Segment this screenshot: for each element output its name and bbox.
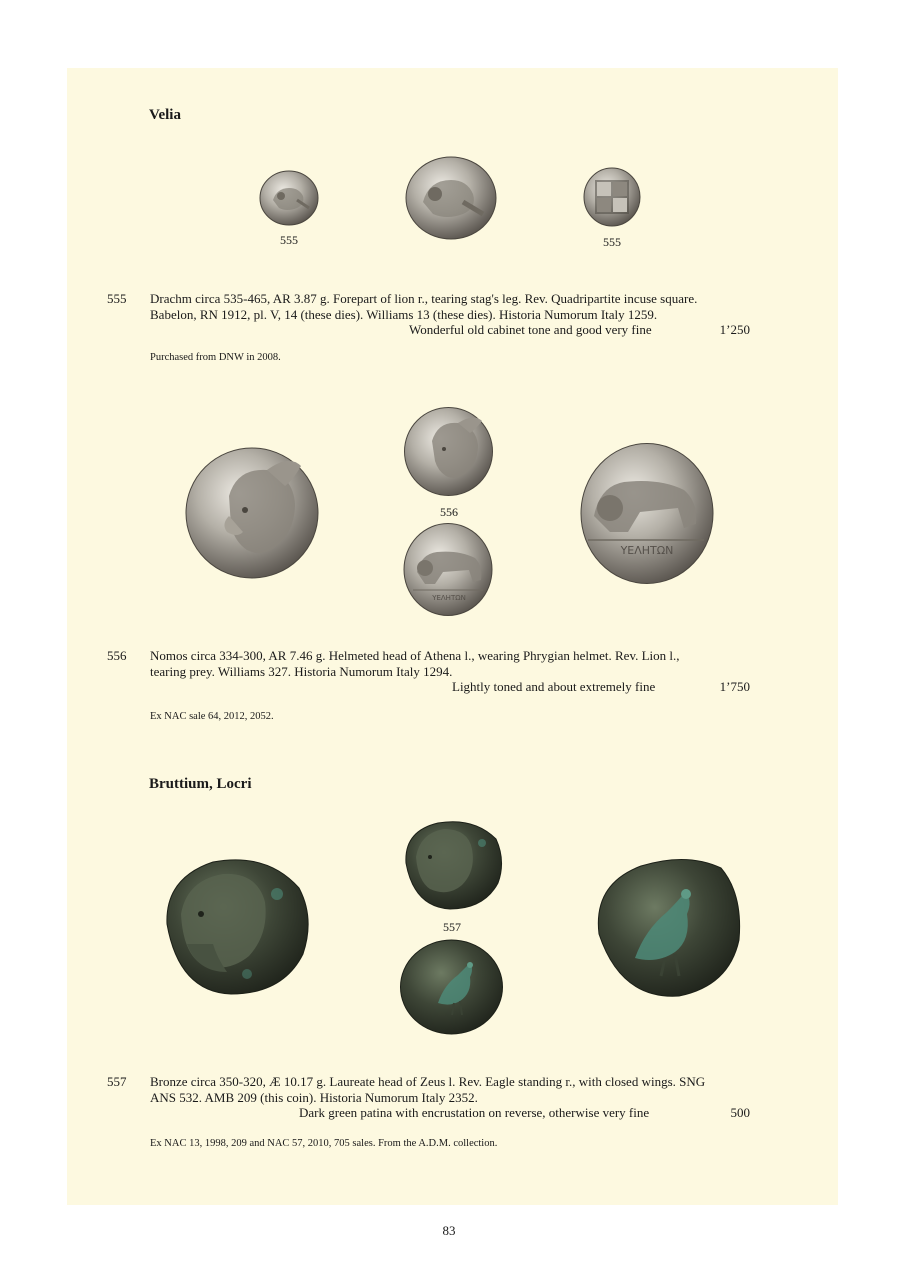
zeus-head-obverse-enlarged (157, 854, 313, 998)
lot-provenance: Ex NAC sale 64, 2012, 2052. (150, 711, 274, 722)
lot-grade: Lightly toned and about extremely fine (452, 679, 656, 694)
lot-provenance: Purchased from DNW in 2008. (150, 352, 281, 363)
lot-estimate: 1’250 (719, 322, 750, 337)
description-line: Babelon, RN 1912, pl. V, 14 (these dies). Williams 13 (these dies). Historia Numorum Italy 1259. (150, 306, 658, 322)
page-number: 83 (442, 1223, 456, 1238)
description-line: Nomos circa 334-300, AR 7.46 g. Helmeted head of Athena l., wearing Phrygian helmet. Rev. Lion l., (150, 648, 680, 663)
description-line: tearing prey. Williams 327. Historia Numorum Italy 1294. (150, 663, 453, 679)
lot-provenance: Ex NAC 13, 1998, 209 and NAC 57, 2010, 705 sales. From the A.D.M. collection. (150, 1138, 498, 1149)
lot-number: 556 (107, 648, 127, 663)
lot-grade: Dark green patina with encrustation on reverse, otherwise very fine (299, 1105, 650, 1120)
lot-estimate: 500 (730, 1105, 750, 1120)
eagle-reverse-enlarged (591, 854, 743, 999)
athena-head-obverse (404, 407, 493, 496)
svg-text:YΕΛΗΤΩΝ: YΕΛΗΤΩΝ (620, 544, 674, 557)
description-line: ANS 532. AMB 209 (this coin). Historia Numorum Italy 2352. (150, 1089, 478, 1105)
lion-reverse-enlarged (580, 442, 714, 585)
lot-grade: Wonderful old cabinet tone and good very fine (409, 322, 652, 337)
coin-caption: 555 (280, 233, 298, 247)
lot-estimate: 1’750 (719, 679, 750, 694)
coin-caption: 557 (443, 920, 461, 934)
lion-forepart-obverse (405, 156, 497, 240)
athena-head-obverse-enlarged (185, 446, 319, 580)
lion-reverse (403, 522, 493, 617)
description-line: Bronze circa 350-320, Æ 10.17 g. Laureate head of Zeus l. Rev. Eagle standing r., with closed wings. SNG (150, 1074, 706, 1089)
section-title-velia: Velia (149, 107, 181, 123)
lot-description (150, 648, 750, 679)
lot-number: 557 (107, 1074, 127, 1089)
description-line: Drachm circa 535-465, AR 3.87 g. Forepart of lion r., tearing stag's leg. Rev. Quadripartite incuse square. (150, 291, 698, 306)
svg-text:YΕΛΗΤΩΝ: YΕΛΗΤΩΝ (432, 594, 466, 602)
eagle-reverse (400, 939, 503, 1035)
section-title-bruttium-locri: Bruttium, Locri (149, 776, 252, 792)
coin-caption: 556 (440, 505, 458, 519)
coin-caption: 555 (603, 235, 621, 249)
lot-description (150, 1074, 750, 1105)
lion-forepart-obverse-small (259, 170, 319, 226)
incuse-square-reverse (583, 167, 641, 227)
lot-description (150, 291, 750, 322)
lot-number: 555 (107, 291, 127, 306)
zeus-head-obverse (400, 817, 504, 912)
